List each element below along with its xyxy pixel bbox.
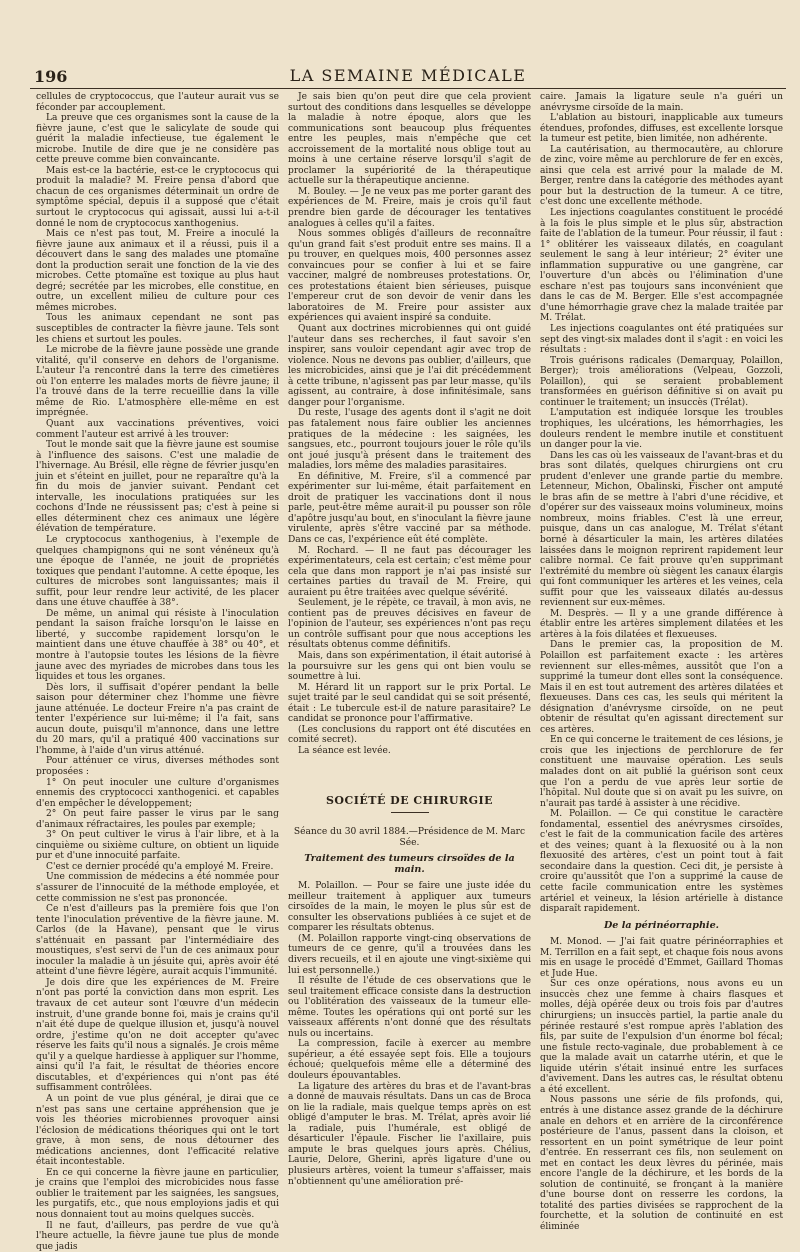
paragraph: Pour atténuer ce virus, diverses méthodes sont proposées : bbox=[36, 756, 279, 777]
paragraph: La ligature des artères du bras et de l'avant-bras a donné de mauvais résultats. Dans un cas de Broca on lie la radiale, mais quelque temps après on est obligé d'amputer le bras. M. Trélat, après avoir lié la radiale, puis l'humérale, est obligé de désarticuler l'épaule. Fischer lie l'axillaire, puis ampute le bras quelques jours après. Chélius, Laurie, Delore, Gherini, après ligature d'une ou plusieurs artères, voient la tumeur s'affaisser, mais n'obtiennent qu'une amélioration pré- bbox=[288, 1081, 531, 1187]
page-header bbox=[30, 62, 786, 89]
column-2 bbox=[288, 92, 531, 1187]
paragraph: Nous sommes obligés d'ailleurs de reconnaître qu'un grand fait s'est produit entre ses mains. Il a pu trouver, en quelques mois, 400 personnes assez convaincues pour se confier à lui et se faire vacciner, malgré de nombreuses protestations. Or, ces protestations étaient bien sérieuses, puisque l'empereur crut de son devoir de venir dans les laboratoires de M. Freire pour assister aux expériences qui avaient inspiré sa conduite. bbox=[288, 229, 531, 324]
column-3-part-1 bbox=[540, 92, 783, 915]
journal-title: LA SEMAINE MÉDICALE bbox=[289, 66, 527, 85]
paragraph: (Les conclusions du rapport ont été discutées en comité secret). bbox=[288, 724, 531, 746]
paragraph: De même, un animal qui résiste à l'inoculation pendant la saison fraîche lorsqu'on le laisse en liberté, y succombe rapidement lorsqu'on le maintient dans une étuve chauffée à 38° ou 40°, et montre à l'autopsie toutes les lésions de la fièvre jaune avec des myriades de microbes dans tous les liquides et tous les organes. bbox=[36, 608, 279, 683]
paragraph: Une commission de médecins a été nommée pour s'assurer de l'innocuité de la méthode employée, et cette commission ne s'est pas prononcée. bbox=[36, 872, 279, 904]
paragraph: cellules de cryptococcus, que l'auteur aurait vus se féconder par accouplement. bbox=[36, 92, 279, 113]
paragraph: La preuve que ces organismes sont la cause de la fièvre jaune, c'est que le salicylate de soude qui guérit la maladie infectieuse, tue également le microbe. Inutile de dire que je ne considère pas cette preuve comme bien convaincante. bbox=[36, 113, 279, 166]
paragraph: caire. Jamais la ligature seule n'a guéri un anévrysme cirsoïde de la main. bbox=[540, 92, 783, 113]
paragraph: M. Bouley. — Je ne veux pas me porter garant des expériences de M. Freire, mais je crois qu'il faut prendre bien garde de décourager les tentatives analogues à celles qu'il a faites. bbox=[288, 186, 531, 229]
paragraph: Trois guérisons radicales (Demarquay, Polaillon, Berger); trois améliorations (Velpeau, Gozzoli, Polaillon), qui se seraient probablement transformées en guérison définitive si on avait pu continuer le traitement; un insuccès (Trélat). bbox=[540, 355, 783, 408]
paragraph: A un point de vue plus général, je dirai que ce n'est pas sans une certaine appréhension que je vois les théories microbiennes provoquer ainsi l'éclosion de médications théoriques qui ont le tort grave, à mon sens, de nous détourner des médications anciennes, dont l'efficacité relative était incontestable. bbox=[36, 1093, 279, 1168]
paragraph: Les injections coagulantes ont été pratiquées sur sept des vingt-six malades dont il s'agit : en voici les résultats : bbox=[540, 324, 783, 356]
paragraph: Nous passons une série de fils profonds, qui, entrés à une distance assez grande de la déchirure anale en dehors et en arrière de la circonférence postérieure de l'anus, passent dans la cloison, et ressortent en un point symétrique de leur point d'entrée. En resserrant ces fils, non seulement on met en contact les deux lèvres du périnée, mais encore l'angle de la déchirure, et les bords de la solution de continuité, se fronçant à la manière d'une bourse dont on resserre les cordons, la totalité des parties divisées se rapprochent de la fourchette, et la solution de continuité en est éliminée bbox=[540, 1095, 783, 1232]
paragraph: M. Desprès. — Il y a une grande différence à établir entre les artères simplement dilatées et les artères à la fois dilatées et flexueuses. bbox=[540, 608, 783, 640]
paragraph: L'ablation au bistouri, inapplicable aux tumeurs étendues, profondes, diffuses, est excellente lorsque la tumeur est petite, bien limitée, non adhérente. bbox=[540, 113, 783, 145]
paragraph: Seulement, je le répète, ce travail, à mon avis, ne contient pas de preuves décisives en faveur de l'opinion de l'auteur, ses expériences n'ont pas reçu un contrôle suffisant pour que nous acceptions les résultats obtenus comme définitifs. bbox=[288, 598, 531, 651]
section-title: SOCIÉTÉ DE CHIRURGIE bbox=[325, 794, 494, 808]
session-meta: Séance du 30 avril 1884.—Présidence de M. Marc Sée. bbox=[293, 827, 526, 848]
paragraph: Ce n'est d'ailleurs pas la première fois que l'on tente l'inoculation préventive de la fièvre jaune. M. Carlos (de la Havane), pensant que le virus s'atténuait en passant par l'intermédiaire des moustiques, s'est servi de l'un de ces animaux pour inoculer la maladie à un jésuite qui, après avoir été atteint d'une fièvre légère, aurait acquis l'immunité. bbox=[36, 904, 279, 978]
paragraph: Tous les animaux cependant ne sont pas susceptibles de contracter la fièvre jaune. Tels sont les chiens et surtout les poules. bbox=[36, 313, 279, 345]
paragraph: 2° On peut faire passer le virus par le sang d'animaux réfractaires, les poules par exemple; bbox=[36, 809, 279, 830]
paragraph: Dans le premier cas, la proposition de M. Polaillon est parfaitement exacte : les artères reviennent sur elles-mêmes, aussitôt que l'on a supprimé la tumeur dont elles sont la conséquence. Mais il en est tout autrement des artères dilatées et flexueuses. Dans ces cas, les seuls qui méritent la désignation d'anévrysme cirsoïde, on ne peut obtenir de résultat qu'en agissant directement sur ces artères. bbox=[540, 640, 783, 735]
paragraph: Quant aux vaccinations préventives, voici comment l'auteur est arrivé à les trouver: bbox=[36, 418, 279, 440]
paragraph: Mais, dans son expérimentation, il était autorisé à la poursuivre sur les gens qui ont bien voulu se soumettre à lui. bbox=[288, 650, 531, 683]
paragraph: M. Monod. — J'ai fait quatre périnéorraphies et M. Terrillon en a fait sept, et chaque fois nous avons mis en usage le procédé d'Emmet, Gaillard Thomas et Jude Hue. bbox=[540, 937, 783, 979]
paragraph: L'amputation est indiquée lorsque les troubles trophiques, les ulcérations, les hémorrhagies, les douleurs rendent le membre inutile et constituent un danger pour la vie. bbox=[540, 408, 783, 451]
column-3 bbox=[540, 92, 783, 1232]
paragraph: M. Rochard. — Il ne faut pas décourager les expérimentateurs, cela est certain; c'est même pour cela que dans mon rapport je n'ai pas insisté sur certaines parties du travail de M. Freire, qui auraient pu être traitées avec quelque sévérité. bbox=[288, 545, 531, 598]
paragraph: Les injections coagulantes constituent le procédé à la fois le plus simple et le plus sûr, abstraction faite de l'ablation de la tumeur. Pour réussir, il faut : 1° oblitérer les vaisseaux dilatés, en coagulant seulement le sang à leur intérieur; 2° éviter une inflammation suppurative ou une gangrène, car l'ouverture d'un abcès ou l'élimination d'une eschare n'est pas toujours sans inconvénient que dans le cas de M. Berger. Elle s'est accompagnée d'une hémorrhagie grave chez la malade traitée par M. Trélat. bbox=[540, 208, 783, 324]
paragraph: Dès lors, il suffisait d'opérer pendant la belle saison pour déterminer chez l'homme une fièvre jaune atténuée. Le docteur Freire n'a pas craint de tenter l'expérience sur lui-même; il l'a fait, sans aucun doute, puisqu'il m'annonce, dans une lettre du 20 mars, qu'il a pratiqué 400 vaccinations sur l'homme, à l'aide d'un virus atténué. bbox=[36, 682, 279, 756]
paragraph: En ce qui concerne la fièvre jaune en particulier, je crains que l'emploi des microbicides nous fasse oublier le traitement par les saignées, les sangsues, les purgatifs, etc., que nous employions jadis et qui nous donnaient tout au moins quelques succès. bbox=[36, 1167, 279, 1220]
paragraph: C'est ce dernier procédé qu'a employé M. Freire. bbox=[46, 861, 274, 872]
paragraph: 1° On peut inoculer une culture d'organismes ennemis des cryptococci xanthogenici. et capables d'en empêcher le développement; bbox=[36, 777, 279, 809]
paragraph: Le cryptococus xanthogenius, à l'exemple de quelques champignons qui ne sont vénéneux qu'à une époque de l'année, ne jouit de propriétés toxiques que pendant l'automne. A cette époque, les cultures de microbes sont languissantes; mais il suffit, pour leur rendre leur activité, de les placer dans une étuve chauffée à 38°. bbox=[36, 534, 279, 609]
paragraph: Mais ce n'est pas tout, M. Freire a inoculé la fièvre jaune aux animaux et il a réussi, puis il a découvert dans le sang des malades une ptomaïne dont la production serait une fonction de la vie des microbes. Cette ptomaïne est toxique au plus haut degré; secrétée par les microbes, elle constitue, en outre, un excellent milieu de culture pour ces mêmes microbes. bbox=[36, 229, 279, 313]
section2-subtitle: De la périnéorraphie. bbox=[603, 919, 720, 931]
column-2-surgery bbox=[288, 881, 531, 1187]
paragraph: Mais est-ce la bactérie, est-ce le cryptococus qui produit la maladie? M. Freire pensa d'abord que chacun de ces organismes déterminait un ordre de symptôme spécial, depuis il a supposé que c'était surtout le cryptococus qui agissait, aussi lui a-t-il donné le nom de cryptococus xanthogenius. bbox=[36, 165, 279, 229]
paragraph: M. Hérard lit un rapport sur le prix Portal. Le sujet traité par le seul candidat qui se soit présenté, était : Le tubercule est-il de nature parasitaire? Le candidat se prononce pour l'affirmative. bbox=[288, 682, 531, 725]
paragraph: Il résulte de l'étude de ces observations que le seul traitement efficace consiste dans la destruction ou l'oblitération des vaisseaux de la tumeur elle-même. Toutes les opérations qui ont porté sur les vaisseaux afférents n'ont donné que des résultats nuls ou incertains. bbox=[288, 976, 531, 1039]
paragraph: Il ne faut, d'ailleurs, pas perdre de vue qu'à l'heure actuelle, la fièvre jaune tue plus de monde que jadis bbox=[36, 1220, 279, 1252]
column-1 bbox=[36, 92, 279, 1252]
page-number: 196 bbox=[34, 67, 68, 86]
column-2-proceedings bbox=[288, 92, 531, 756]
section-heading bbox=[288, 796, 531, 813]
paragraph: La séance est levée. bbox=[298, 745, 391, 756]
paragraph: La compression, facile à exercer au membre supérieur, a été essayée sept fois. Elle a toujours échoué; quelquefois même elle a déterminé des douleurs épouvantables. bbox=[288, 1039, 531, 1082]
paragraph: Le microbe de la fièvre jaune possède une grande vitalité, qu'il conserve en dehors de l'organisme. L'auteur l'a rencontré dans la terre des cimetières où l'on enterre les malades morts de fièvre jaune; il l'a trouvé dans de la terre recueillie dans la ville même de Rio. L'atmosphère elle-même en est imprégnée. bbox=[36, 345, 279, 419]
section-rule bbox=[391, 812, 429, 813]
paragraph: Je sais bien qu'on peut dire que cela provient surtout des conditions dans lesquelles se développe la maladie à notre époque, alors que les communications sont beaucoup plus fréquentes entre les peuples, mais n'empêche que cet accroissement de la mortalité nous oblige tout au moins à une certaine réserve lorsqu'il s'agit de proclamer la supériorité de la thérapeutique actuelle sur la thérapeutique ancienne. bbox=[288, 92, 531, 187]
paragraph: En définitive, M. Freire, s'il a commencé par expérimenter sur lui-même, était parfaitement en droit de pratiquer les vaccinations dont il nous parle, peut-être même aurait-il pu pousser son rôle d'apôtre jusqu'au bout, en s'inoculant la fièvre jaune virulente, après s'être vacciné par sa méthode. Dans ce cas, l'expérience eût été complète. bbox=[288, 471, 531, 545]
paragraph: Dans les cas où les vaisseaux de l'avant-bras et du bras sont dilatés, quelques chirurgiens ont cru prudent d'enlever une grande partie du membre. Letenneur, Michon, Obalinski, Fischer ont amputé le bras afin de se mettre à l'abri d'une récidive, et d'opérer sur des vaisseaux moins volumineux, moins nombreux, moins friables. C'est là une erreur, puisque, dans un cas analogue, M. Trélat s'étant borné à désarticuler la main, les artères dilatées laissées dans le moignon reprirent rapidement leur calibre normal. Ce fait prouve qu'en supprimant l'extrémité du membre où siègent les canaux élargis qui font communiquer les artères et les veines, cela suffit pour que les vaisseaux dilatés au-dessus reviennent sur eux-mêmes. bbox=[540, 450, 783, 609]
paragraph: M. Polaillon. — Ce qui constitue le caractère fondamental, essentiel des anévrysmes cirsoïdes, c'est le fait de la communication facile des artères et des veines; quant à la flexuosité ou à la non flexuosité des artères, c'est un point tout à fait secondaire dans la question. Ceci dit, je persiste à croire qu'aussitôt que l'on a supprimé la cause de cette facile communication entre les systèmes artériel et veineux, la lésion artérielle à distance disparaît rapidement. bbox=[540, 809, 783, 915]
paragraph: Tout le monde sait que la fièvre jaune est soumise à l'influence des saisons. C'est une maladie de l'hivernage. Au Brésil, elle règne de février jusqu'en juin et s'éteint en juillet, pour ne reparaître qu'à la fin du mois de janvier suivant. Pendant cet intervalle, les inoculations pratiquées sur les cochons d'Inde ne réussissent pas; c'est à peine si elles déterminent chez ces animaux une légère élévation de température. bbox=[36, 440, 279, 535]
paragraph: (M. Polaillon rapporte vingt-cinq observations de tumeurs de ce genre, qu'il a trouvées dans les divers recueils, et il en ajoute une vingt-sixième qui lui est personnelle.) bbox=[288, 933, 531, 976]
paragraph: Sur ces onze opérations, nous avons eu un insuccès chez une femme à chairs flasques et molles, déjà opérée deux ou trois fois par d'autres chirurgiens; un insuccès partiel, la partie anale du périnée restauré s'est rompue après l'ablation des fils, par suite de l'expulsion d'un énorme bol fécal; une fistule recto-vaginale, due probablement à ce que la malade avait un catarrhe utérin, et que le liquide utérin s'était insinué entre les surfaces d'avivement. Dans les autres cas, le résultat obtenu a été excellent. bbox=[540, 979, 783, 1095]
section-subtitle: Traitement des tumeurs cirsoïdes de la main. bbox=[304, 853, 515, 875]
paragraph: M. Polaillon. — Pour se faire une juste idée du meilleur traitement à appliquer aux tumeurs cirsoïdes de la main, le moyen le plus sûr est de consulter les observations publiées à ce sujet et de comparer les résultats obtenus. bbox=[288, 881, 531, 934]
paragraph: 3° On peut cultiver le virus à l'air libre, et à la cinquième ou sixième culture, on obtient un liquide pur et d'une innocuité parfaite. bbox=[36, 830, 279, 862]
column-3-part-2 bbox=[540, 937, 783, 1232]
paragraph: Du reste, l'usage des agents dont il s'agit ne doit pas fatalement nous faire oublier les anciennes pratiques de la médecine : les saignées, les sangsues, etc., pourront toujours jouer le rôle qu'ils ont joué jusqu'à présent dans le traitement des maladies, lors même des maladies parasitaires. bbox=[288, 408, 531, 472]
paragraph: En ce qui concerne le traitement de ces lésions, je crois que les injections de perchlorure de fer constituent une mauvaise opération. Les seuls malades dont on ait publié la guérison sont ceux que l'on a perdu de vue après leur sortie de l'hôpital. Nul doute que si on avait pu les suivre, on n'aurait pas tardé à assister à une récidive. bbox=[540, 735, 783, 809]
paragraph: Je dois dire que les expériences de M. Freire n'ont pas porté la conviction dans mon esprit. Les travaux de cet auteur sont l'œuvre d'un médecin instruit, d'une grande bonne foi, mais je crains qu'il n'ait été dupe de quelque illusion et, jusqu'à nouvel ordre, j'estime qu'on ne doit accepter qu'avec réserve les faits qu'il nous a signalés. Je crois même qu'il y a quelque hardiesse à appliquer sur l'homme, ainsi qu'il l'a fait, le résultat de théories encore discutables, et d'expériences qui n'ont pas été suffisamment contrôlées. bbox=[36, 977, 279, 1094]
paragraph: Quant aux doctrines microbiennes qui ont guidé l'auteur dans ses recherches, il faut savoir s'en inspirer, sans vouloir cependant agir avec trop de violence. Nous ne devons pas oublier, d'ailleurs, que les microbicides, ainsi que je l'ai dit précédemment à cette tribune, n'agissent pas par leur masse, qu'ils agissent, au contraire, à dose infinitésimale, sans danger pour l'organisme. bbox=[288, 324, 531, 408]
paragraph: La cautérisation, au thermocautère, au chlorure de zinc, voire même au perchlorure de fer en excès, ainsi que cela est arrivé pour la malade de M. Berger, rentre dans la catégorie des méthodes ayant pour but la destruction de la tumeur. A ce titre, c'est donc une excellente méthode. bbox=[540, 144, 783, 208]
